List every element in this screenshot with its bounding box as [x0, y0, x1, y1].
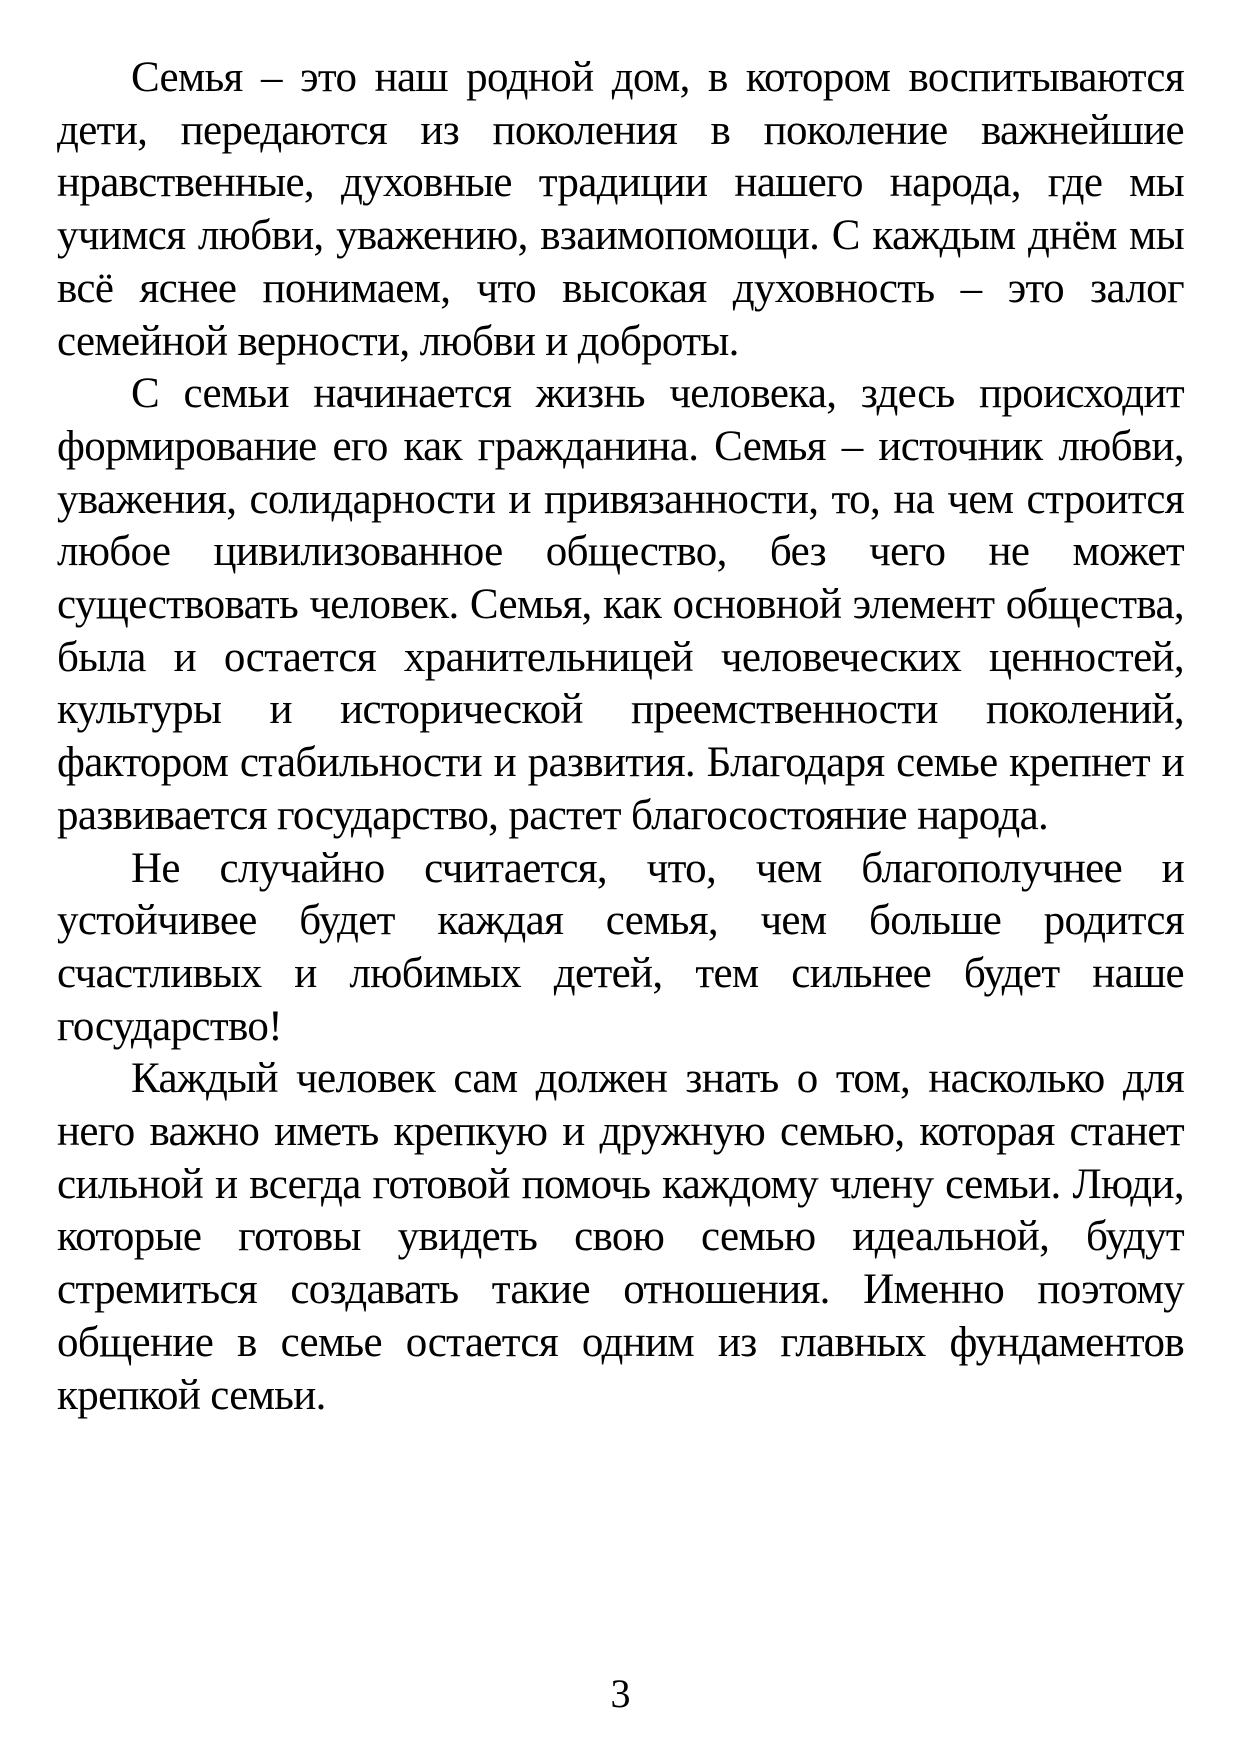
paragraph-family-society: С семьи начинается жизнь человека, здесь происходит формирование его как гражданина. Семья – источник любви, уважения, солидарности и привязанности, то, на чем строится любое цивилизованное общество, без чего не может существовать человек. Семья, как основной элемент общества, была и остается хранительницей человеческих ценностей, культуры и исторической преемственности поколений, фактором стабильности и развития. Благодаря семье крепнет и развивается государство, растет благосостояние народа.: [57, 370, 1184, 839]
paragraph-family-relations: Каждый человек сам должен знать о том, насколько для него важно иметь крепкую и дружную семью, которая станет сильной и всегда готовой помочь каждому члену семьи. Люди, которые готовы увидеть свою семью идеальной, будут стремиться создавать такие отношения. Именно поэтому общение в семье остается одним из главных фундаментов крепкой семьи.: [57, 1055, 1184, 1419]
page-number: 3: [610, 1671, 631, 1716]
text-content: [57, 52, 1184, 1422]
paragraph-strong-state: Не случайно считается, что, чем благополучнее и устойчивее будет каждая семья, чем больше родится счастливых и любимых детей, тем сильнее будет наше государство!: [57, 844, 1184, 1050]
paragraph-family-home: Семья – это наш родной дом, в котором воспитываются дети, передаются из поколения в поколение важнейшие нравственные, духовные традиции нашего народа, где мы учимся любви, уважению, взаимопомощи. С каждым днём мы всё яснее понимаем, что высокая духовность – это залог семейной верности, любви и доброты.: [57, 54, 1184, 365]
